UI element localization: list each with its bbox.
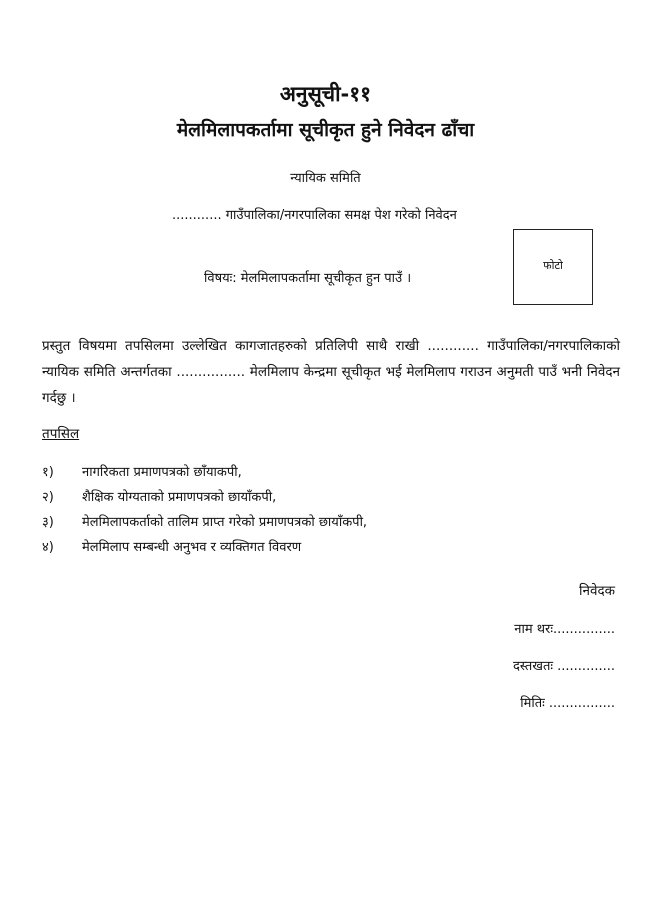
addressed-to-line: ............ गाउँपालिका/नगरपालिका समक्ष पेश गरेको निवेदन [172, 208, 457, 223]
annex-item [42, 462, 242, 480]
name-field: नाम थरः............... [514, 622, 615, 637]
annex-item [42, 512, 367, 530]
annex-item-text: मेलमिलाप सम्बन्धी अनुभव र व्यक्तिगत विवरण [82, 540, 302, 555]
annex-item-number: ४) [42, 540, 54, 555]
annex-item-number: २) [42, 490, 54, 505]
applicant-label: निवेदक [578, 583, 615, 599]
committee-name: न्यायिक समिति [290, 171, 361, 186]
application-body: प्रस्तुत विषयमा तपसिलमा उल्लेखित कागजातहरुको प्रतिलिपी साथै राखी ............ गाउँपालिका/नगरपालिकाको न्यायिक समिति अन्तर्गतका ................ मेलमिलाप केन्द्रमा सूचीकृत भई मेलमिलाप गराउन अनुमती पाउँ भनी निवेदन गर्दछु । [42, 338, 620, 406]
annex-item-text: मेलमिलापकर्ताको तालिम प्राप्त गरेको प्रमाणपत्रको छायाँकपी, [82, 515, 368, 530]
date-field: मितिः ................ [520, 696, 615, 711]
signature-field: दस्तखतः .............. [512, 659, 615, 674]
annex-item [42, 487, 276, 505]
annex-heading: तपसिल [42, 426, 80, 442]
annex-item-text: शैक्षिक योग्यताको प्रमाणपत्रको छायाँकपी, [82, 490, 277, 505]
annex-item-text: नागरिकता प्रमाणपत्रको छाँयाकपी, [82, 465, 242, 480]
annex-item-number: ३) [42, 515, 54, 530]
photo-label: फोटो [543, 259, 563, 272]
annex-item [42, 537, 301, 555]
form-title: मेलमिलापकर्तामा सूचीकृत हुने निवेदन ढाँचा [176, 119, 475, 141]
page-title: अनुसूची-११ [279, 82, 372, 106]
photo-box [513, 229, 593, 305]
subject-line: विषयः: मेलमिलापकर्तामा सूचीकृत हुन पाउँ । [204, 271, 412, 286]
annex-item-number: १) [42, 465, 54, 480]
